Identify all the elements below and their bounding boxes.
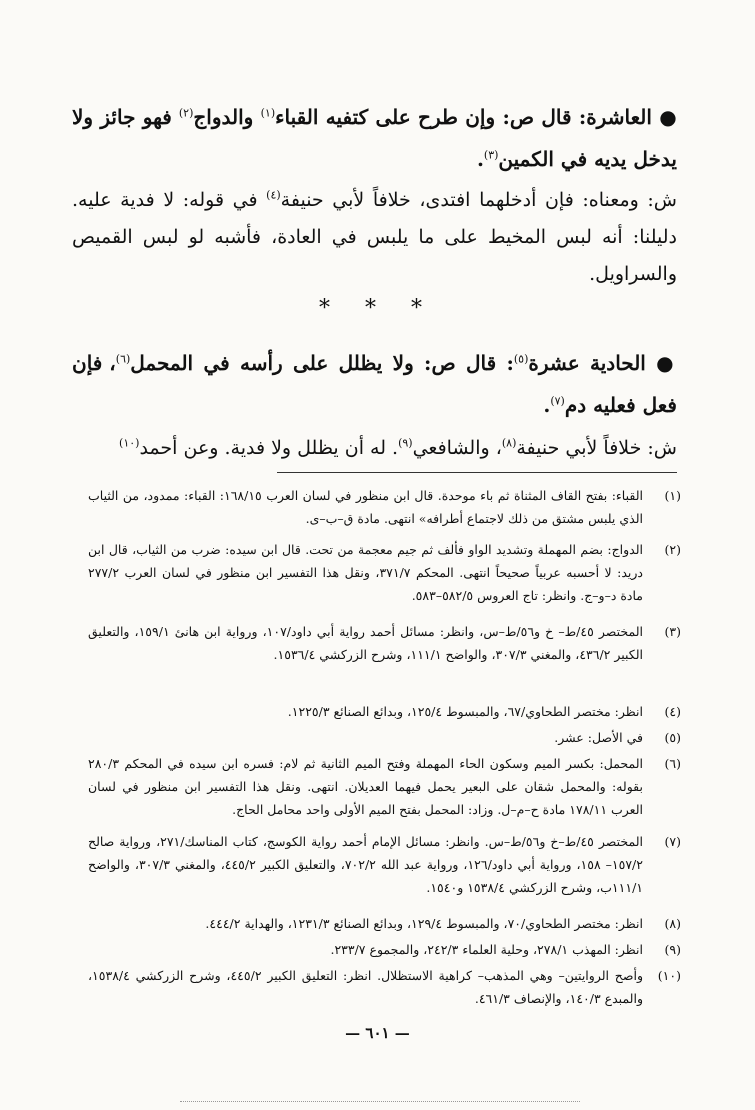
footnote-ref[interactable]: (٣) <box>483 148 499 162</box>
footnote-number: (٢) <box>664 542 681 557</box>
footnote-5 <box>88 726 681 749</box>
heading-eleventh: ● الحادية عشرة$^{(٥)}$: قال ص: ولا يظلل على رأسه في المحمل$^{(٦)}$، فإن فعل فعليه دم$^{(٧)}$. <box>72 351 677 417</box>
footnote-number: (٤) <box>664 704 681 719</box>
footnote-number: (٧) <box>664 834 681 849</box>
footnote-text: انظر: مختصر الطحاوي/٧٠، والمبسوط ١٢٩/٤، وبدائع الصنائع ١٢٣١/٣، والهداية ٤٤٤/٢. <box>205 916 643 931</box>
footnote-4 <box>88 700 681 723</box>
footnote-ref[interactable]: (٨) <box>501 436 517 450</box>
footnote-3 <box>88 620 681 666</box>
footnote-8 <box>88 912 681 935</box>
heading-tenth: ● العاشرة: قال ص: وإن طرح على كتفيه القباء$^{(١)}$ والدواج$^{(٢)}$ فهو جائز ولا يدخل يديه في الكمين$^{(٣)}$. <box>72 105 677 171</box>
footnote-text: وأصح الروايتين– وهي المذهب– كراهية الاستظلال. انظر: التعليق الكبير ٤٤٥/٢، وشرح الزركشي ١٥٣٨/٤، والمبدع ١٤٠/٣، والإنصاف ٤٦١/٣. <box>88 968 643 1006</box>
footnote-ref[interactable]: (٦) <box>115 352 131 366</box>
section-separator: * * * <box>319 296 436 321</box>
footnote-7 <box>88 830 681 899</box>
footnote-ref[interactable]: (١٠) <box>119 436 140 450</box>
commentary-eleventh: ش: خلافاً لأبي حنيفة$^{(٨)}$، والشافعي$^{(٩)}$. له أن يظلل ولا فدية. وعن أحمد$^{(١٠)}$ <box>119 436 677 459</box>
footnote-text: المختصر ٤٥/ط–خ و٥٦/ط–س. وانظر: مسائل الإمام أحمد رواية الكوسج، كتاب المناسك/٢٧١، ورواية صالح ١٥٧/٢– ١٥٨، ورواية أبي داود/١٢٦، ورواية عبد الله ٧٠٢/٢، والتعليق الكبير ٤٤٥/٢، والمغني ٣٠٧/٣، والواضح ١١١/١ب، وشرح الزركشي ١٥٣٨/٤ و١٥٤٠. <box>88 834 643 895</box>
footnote-number: (١٠) <box>657 968 681 983</box>
footnote-divider <box>277 472 677 473</box>
commentary-tenth: ش: ومعناه: فإن أدخلهما افتدى، خلافاً لأبي حنيفة$^{(٤)}$ في قوله: لا فدية عليه. دليلنا: أنه لبس المخيط على ما يلبس في العادة، فأشبه لو لبس القميص والسراويل. <box>72 188 677 285</box>
footnote-ref[interactable]: (١) <box>260 106 276 120</box>
footnote-1 <box>88 484 681 530</box>
footnote-ref[interactable]: (٢) <box>178 106 194 120</box>
footnote-number: (١) <box>664 488 681 503</box>
footnote-ref[interactable]: (٥) <box>513 352 529 366</box>
footnote-number: (٦) <box>664 756 681 771</box>
footnote-6 <box>88 752 681 821</box>
footnote-9 <box>88 938 681 961</box>
footnote-ref[interactable]: (٧) <box>550 394 565 408</box>
footnote-2 <box>88 538 681 607</box>
footnote-number: (٩) <box>664 942 681 957</box>
footnote-ref[interactable]: (٤) <box>266 188 281 202</box>
footnote-text: المحمل: بكسر الميم وسكون الحاء المهملة وفتح الميم الثانية ثم لام: فسره ابن سيده في المحكم ٢٨٠/٣ بقوله: والمحمل شقان على البعير يحمل فيهما العديلان. انتهى. ونقل هذا التفسير ابن منظور في لسان العرب ١٧٨/١١ مادة ح–م–ل. وزاد: المحمل بفتح الميم الأولى واحد محامل الحاج. <box>88 756 643 817</box>
footnote-text: الدواج: بضم المهملة وتشديد الواو فألف ثم جيم معجمة من تحت. قال ابن سيده: ضرب من الثياب، قال ابن دريد: لا أحسبه عربياً صحيحاً انتهى. المحكم ٣٧١/٧، ونقل هذا التفسير ابن منظور في لسان العرب ٢٧٧/٢ مادة د–و–ج. وانظر: تاج العروس ٥٨٢/٥–٥٨٣. <box>88 542 643 603</box>
footnote-text: في الأصل: عشر. <box>554 730 643 745</box>
footnote-number: (٥) <box>664 730 681 745</box>
footnote-number: (٣) <box>664 624 681 639</box>
footnote-text: انظر: مختصر الطحاوي/٦٧، والمبسوط ١٢٥/٤، وبدائع الصنائع ١٢٢٥/٣. <box>287 704 643 719</box>
footnote-text: القباء: بفتح القاف المثناة ثم باء موحدة. قال ابن منظور في لسان العرب ١٦٨/١٥: القباء: ممدود، من الثياب الذي يلبس مشتق من ذلك لاجتماع أطرافه» انتهى. مادة ق–ب–ى. <box>88 488 643 526</box>
footnote-ref[interactable]: (٩) <box>398 436 413 450</box>
scan-artifact <box>180 1101 580 1106</box>
footnote-10 <box>88 964 681 1010</box>
footnote-text: المختصر ٤٥/ط– خ و٥٦/ط–س، وانظر: مسائل أحمد رواية أبي داود/١٠٧، ورواية ابن هانئ ١٥٩/١، والتعليق الكبير ٤٣٦/٢، والمغني ٣٠٧/٣، والواضح ١١١/١، وشرح الزركشي ١٥٣٦/٤. <box>88 624 643 662</box>
footnote-number: (٨) <box>664 916 681 931</box>
page-number: — ٦٠١ — <box>345 1024 410 1042</box>
footnote-text: انظر: المهذب ٢٧٨/١، وحلية العلماء ٢٤٢/٣، والمجموع ٢٣٣/٧. <box>330 942 643 957</box>
